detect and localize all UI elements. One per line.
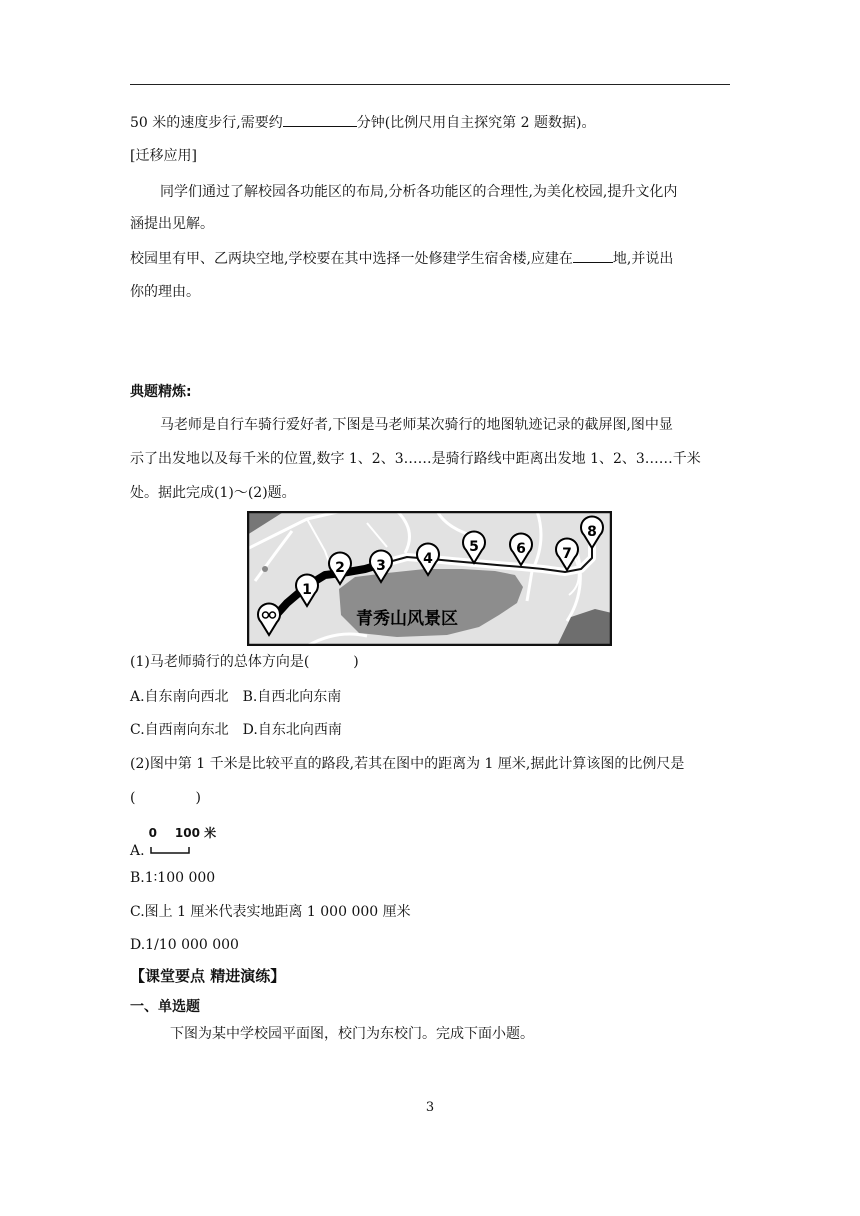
scale-bar — [147, 826, 217, 859]
text-line: 50 米的速度步行,需要约 分钟(比例尺用自主探究第 2 题数据)。 — [130, 112, 595, 133]
option-d[interactable]: D.1/10 000 000 — [130, 937, 239, 953]
option-a[interactable]: A. 0 100 米 — [130, 833, 217, 861]
scale-labels: 0 100 米 — [148, 826, 217, 840]
answer-blank[interactable] — [283, 112, 357, 127]
header-rule — [130, 84, 730, 85]
options-row — [130, 687, 341, 707]
options-row — [130, 720, 342, 740]
km-marker-label: 8 — [587, 524, 597, 540]
option-b[interactable]: B.1∶100 000 — [130, 870, 216, 886]
text-line: 处。据此完成(1)～(2)题。 — [130, 485, 296, 501]
question-2-paren: ( ) — [130, 790, 201, 806]
section-heading: 【课堂要点 精进演练】 — [130, 967, 286, 985]
question-1: (1)马老师骑行的总体方向是( ) — [130, 654, 359, 670]
km-marker-label: 3 — [376, 558, 386, 574]
page-number: 3 — [425, 1100, 435, 1115]
scale-bar-graphic — [147, 833, 217, 859]
question-2: (2)图中第 1 千米是比较平直的路段,若其在图中的距离为 1 厘米,据此计算该图的比例尺是 — [130, 756, 685, 772]
km-marker-label: 2 — [335, 560, 345, 576]
map-dot — [262, 566, 268, 572]
option-b[interactable]: B.自西北向东南 — [242, 689, 342, 705]
km-marker-label: 4 — [423, 551, 433, 567]
km-marker-label: 1 — [302, 582, 312, 598]
example-heading: 典题精炼: — [130, 384, 192, 400]
text-line: 下图为某中学校园平面图，校门为东校门。完成下面小题。 — [170, 1026, 534, 1042]
text-line: 涵提出见解。 — [130, 216, 214, 232]
option-d[interactable]: D.自东北向西南 — [242, 722, 342, 738]
option-a[interactable]: A.自东南向西北 — [130, 689, 229, 705]
answer-blank[interactable] — [573, 248, 613, 263]
text-line: 马老师是自行车骑行爱好者,下图是马老师某次骑行的地图轨迹记录的截屏图,图中显 — [160, 417, 673, 433]
text-line: 你的理由。 — [130, 284, 200, 300]
text-line: 校园里有甲、乙两块空地,学校要在其中选择一处修建学生宿舍楼,应建在 地,并说出 — [130, 248, 673, 269]
option-c[interactable]: C.图上 1 厘米代表实地距离 1 000 000 厘米 — [130, 904, 411, 920]
km-marker-label: 5 — [469, 539, 479, 555]
text-line: 同学们通过了解校园各功能区的布局,分析各功能区的合理性,为美化校园,提升文化内 — [160, 184, 678, 200]
cycling-route-map — [247, 511, 612, 646]
option-c[interactable]: C.自西南向东北 — [130, 722, 229, 738]
km-marker-label: 6 — [516, 541, 526, 557]
text-line: 示了出发地以及每千米的位置,数字 1、2、3……是骑行路线中距离出发地 1、2、3……千米 — [130, 451, 701, 467]
km-marker-label: 7 — [562, 546, 572, 562]
scenic-area-label: 青秀山风景区 — [356, 609, 458, 629]
section-subheading: 一、单选题 — [130, 999, 200, 1015]
transfer-heading: [迁移应用] — [130, 148, 197, 164]
